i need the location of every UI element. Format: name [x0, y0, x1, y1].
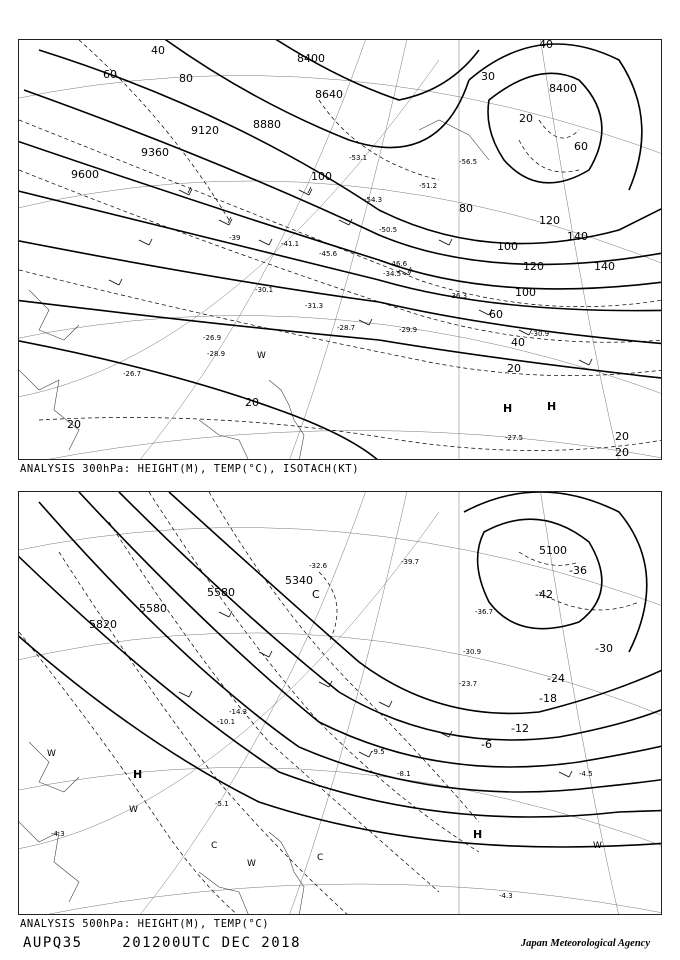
isotach-label: 100	[497, 240, 518, 253]
height-label: 9120	[191, 124, 219, 137]
temp-label: -26.7	[123, 370, 142, 378]
caption-300hpa: ANALYSIS 300hPa: HEIGHT(M), TEMP(°C), ISOTACH(KT)	[20, 463, 360, 475]
height-labels	[89, 544, 567, 631]
temp-label: -46.6	[389, 260, 408, 268]
temp-label: -36	[569, 564, 587, 577]
temp-label: -31.3	[305, 302, 324, 310]
temp-label: -24	[547, 672, 565, 685]
height-label: 5580	[139, 602, 167, 615]
temp-label: -4.5	[579, 770, 593, 778]
temp-label: -30	[595, 642, 613, 655]
temp-label: -6	[481, 738, 492, 751]
height-label: 9600	[71, 168, 99, 181]
center-W: W	[47, 749, 56, 759]
height-label: 5340	[285, 574, 313, 587]
center-W: W	[129, 805, 138, 815]
height-label: 8400	[297, 52, 325, 65]
isotach-label: 100	[515, 286, 536, 299]
temp-label: -26.9	[203, 334, 222, 342]
center-H: H	[547, 400, 557, 413]
temp-label: -30.9	[531, 330, 550, 338]
isotach-label: 60	[489, 308, 503, 321]
temp-label: -32.6	[309, 562, 328, 570]
isotach-label: 40	[539, 40, 553, 51]
isotach-label: 120	[523, 260, 544, 273]
chart-id: AUPQ35	[23, 935, 83, 951]
height-label: 5580	[207, 586, 235, 599]
temp-label: -14.3	[229, 708, 248, 716]
temp-label: -23.7	[459, 680, 478, 688]
temp-label: -54.3	[364, 196, 383, 204]
temp-label: -9.5	[371, 748, 385, 756]
height-label: 5820	[89, 618, 117, 631]
isotach-label: 120	[539, 214, 560, 227]
isotach-label: 140	[567, 230, 588, 243]
temp-label: -50.5	[379, 226, 398, 234]
isotach-label: 20	[615, 430, 629, 443]
height-label: 8880	[253, 118, 281, 131]
isotach-label: 60	[574, 140, 588, 153]
temp-label: -8.1	[397, 770, 411, 778]
isotach-label: 20	[245, 396, 259, 409]
center-C: C	[211, 841, 218, 851]
height-label: 8640	[315, 88, 343, 101]
coastline	[19, 742, 304, 915]
height-label: 9360	[141, 146, 169, 159]
isotach-label: 80	[179, 72, 193, 85]
center-C: C	[312, 588, 320, 601]
height-contours	[19, 40, 662, 460]
isotach-label: 140	[594, 260, 615, 273]
temp-label: -27.5	[505, 434, 524, 442]
height-label: 5100	[539, 544, 567, 557]
temperature-labels	[123, 154, 549, 442]
temp-label: -4.3	[499, 892, 513, 900]
height-label: 8400	[549, 82, 577, 95]
isotach-label: 20	[507, 362, 521, 375]
isotach-label: 30	[481, 70, 495, 83]
center-H: H	[473, 828, 483, 841]
temp-label: -42	[535, 588, 553, 601]
center-H: H	[133, 768, 143, 781]
temp-label: -51.2	[419, 182, 438, 190]
height-labels	[71, 52, 577, 181]
temp-label: -4.3	[51, 830, 65, 838]
temp-label: -5.1	[215, 800, 229, 808]
map-300hpa	[19, 40, 662, 460]
dashed-isolines	[19, 40, 662, 451]
panel-300hpa	[18, 39, 662, 460]
chart-id-footer	[23, 935, 301, 951]
center-H: H	[503, 402, 513, 415]
isotach-label: 20	[67, 418, 81, 431]
isotach-label: 40	[151, 44, 165, 57]
center-W: W	[247, 859, 256, 869]
temp-label: -53.1	[349, 154, 368, 162]
temp-label: -28.9	[207, 350, 226, 358]
center-W: W	[257, 351, 266, 361]
center-C: C	[317, 853, 324, 863]
temp-label: -39.7	[401, 558, 420, 566]
temp-label: -18	[539, 692, 557, 705]
temp-label: -28.7	[337, 324, 356, 332]
temp-label: -12	[511, 722, 529, 735]
temp-label: -10.1	[217, 718, 236, 726]
isotach-label: 60	[103, 68, 117, 81]
isotach-label: 20	[519, 112, 533, 125]
temp-label: -34.5	[383, 270, 402, 278]
agency-name: Japan Meteorological Agency	[520, 938, 650, 949]
temp-label: -30.1	[255, 286, 274, 294]
center-W: W	[593, 841, 602, 851]
temp-label: -41.1	[281, 240, 300, 248]
graticule	[19, 40, 662, 460]
temp-label: -56.5	[459, 158, 478, 166]
temp-label: -30.9	[463, 648, 482, 656]
isotach-label: 40	[511, 336, 525, 349]
panel-500hpa	[18, 491, 662, 915]
isotach-label: 80	[459, 202, 473, 215]
temp-label: -29.9	[399, 326, 418, 334]
temp-label: -36.3	[449, 292, 468, 300]
isotach-label: 20	[615, 446, 629, 459]
pressure-centers	[257, 351, 556, 415]
temp-label: -45.6	[319, 250, 338, 258]
temp-label: -39	[229, 234, 241, 242]
temp-label: -36.7	[475, 608, 494, 616]
valid-time: 201200UTC DEC 2018	[122, 935, 302, 951]
map-500hpa	[19, 492, 662, 915]
caption-500hpa: ANALYSIS 500hPa: HEIGHT(M), TEMP(°C)	[20, 918, 270, 930]
isotach-label: 100	[311, 170, 332, 183]
